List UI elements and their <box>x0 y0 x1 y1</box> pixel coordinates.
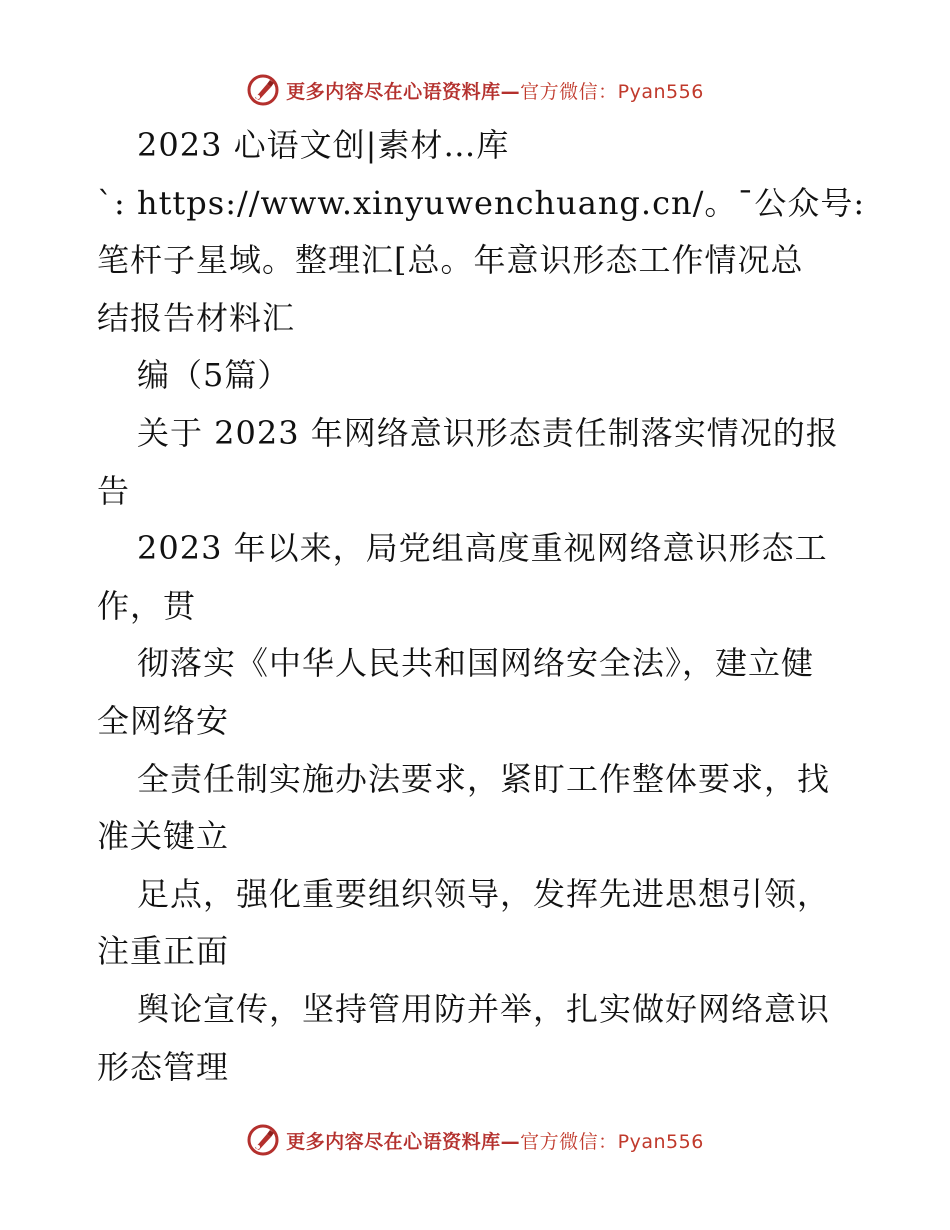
text-line: 全责任制实施办法要求，紧盯工作整体要求，找 <box>137 759 831 798</box>
text-line: `: https://www.xinyuwenchuang.cn/。¯公众号: <box>97 183 866 222</box>
text-line: 足点，强化重要组织领导，发挥先进思想引领， <box>137 874 831 913</box>
text-line: 笔杆子星域。整理汇[总。年意识形态工作情况总 <box>97 241 804 280</box>
banner-text: 更多内容尽在心语资料库—官方微信：Pyan556 <box>286 1130 704 1153</box>
text-line: 彻落实《中华人民共和国网络安全法》，建立健 <box>137 644 815 683</box>
text-line: 作，贯 <box>97 586 197 625</box>
header-banner <box>0 70 950 110</box>
banner-text: 更多内容尽在心语资料库—官方微信：Pyan556 <box>286 80 704 103</box>
footer-banner <box>0 1120 950 1160</box>
text-line: 2023 年以来，局党组高度重视网络意识形态工 <box>137 529 828 568</box>
text-line: 形态管理 <box>97 1047 230 1086</box>
pen-logo-icon <box>246 1123 280 1157</box>
text-line: 结报告材料汇 <box>97 298 296 337</box>
text-line: 2023 心语文创|素材…库 <box>137 126 510 164</box>
document-body <box>97 117 866 1096</box>
text-line: 全网络安 <box>97 701 230 740</box>
text-line: 舆论宣传，坚持管用防并举，扎实做好网络意识 <box>137 989 831 1028</box>
pen-logo-icon <box>246 73 280 107</box>
text-line: 关于 2023 年网络意识形态责任制落实情况的报 <box>137 413 839 452</box>
text-line: 准关键立 <box>97 817 230 856</box>
text-line: 注重正面 <box>97 932 230 971</box>
text-line: 编（5篇） <box>137 356 291 395</box>
text-line: 告 <box>97 471 131 510</box>
